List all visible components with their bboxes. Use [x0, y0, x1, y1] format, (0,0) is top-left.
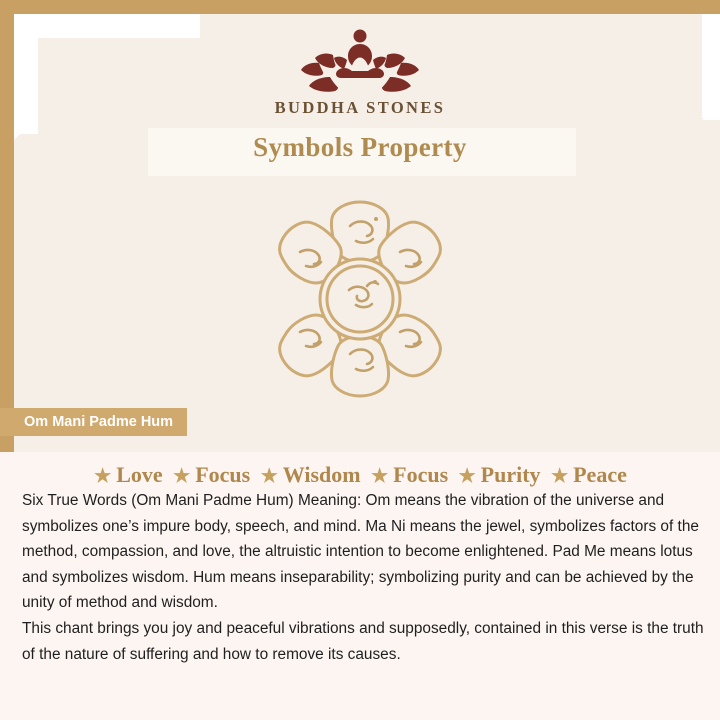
keyword-1: Love: [116, 462, 163, 487]
keyword-row: [0, 462, 720, 488]
star-icon-5: ★: [458, 466, 476, 487]
star-icon-4: ★: [371, 466, 389, 487]
star-icon-2: ★: [173, 466, 191, 487]
keyword-3: Wisdom: [282, 462, 361, 487]
star-icon-3: ★: [260, 466, 278, 487]
keyword-6: Peace: [573, 462, 627, 487]
brand-name: BUDDHA STONES: [274, 98, 446, 117]
frame-top-border: [0, 0, 720, 14]
keyword-2: Focus: [195, 462, 251, 487]
description-paragraph-2: This chant brings you joy and peaceful vibrations and supposedly, contained in this verse is the truth of the nature of suffering and how to remove its causes.: [22, 619, 704, 663]
keyword-5: Purity: [480, 462, 541, 487]
description-paragraph-1: Six True Words (Om Mani Padme Hum) Meaning: Om means the vibration of the universe and symbolizes one’s impure body, speech, and mind. Ma Ni means the jewel, symbolizes factors of the method, compassion, and love, the altruistic intention to become enlightened. Pad Me means lotus and symbolizes wisdom. Hum means inseparability; symbolizing purity and can be achieved by the unity of method and wisdom.: [22, 492, 699, 612]
om-mani-padme-hum-mandala-icon: [228, 186, 492, 412]
description-text: [22, 488, 708, 667]
status-badge: [0, 408, 187, 436]
lotus-meditation-icon: [285, 22, 435, 96]
mandala-illustration: [228, 186, 492, 412]
tag-label: Om Mani Padme Hum: [24, 414, 174, 430]
keyword-4: Focus: [393, 462, 449, 487]
star-icon-1: ★: [94, 466, 112, 487]
star-icon-6: ★: [551, 466, 569, 487]
brand-logo: [0, 22, 720, 118]
page-title: Symbols Property: [253, 132, 467, 162]
